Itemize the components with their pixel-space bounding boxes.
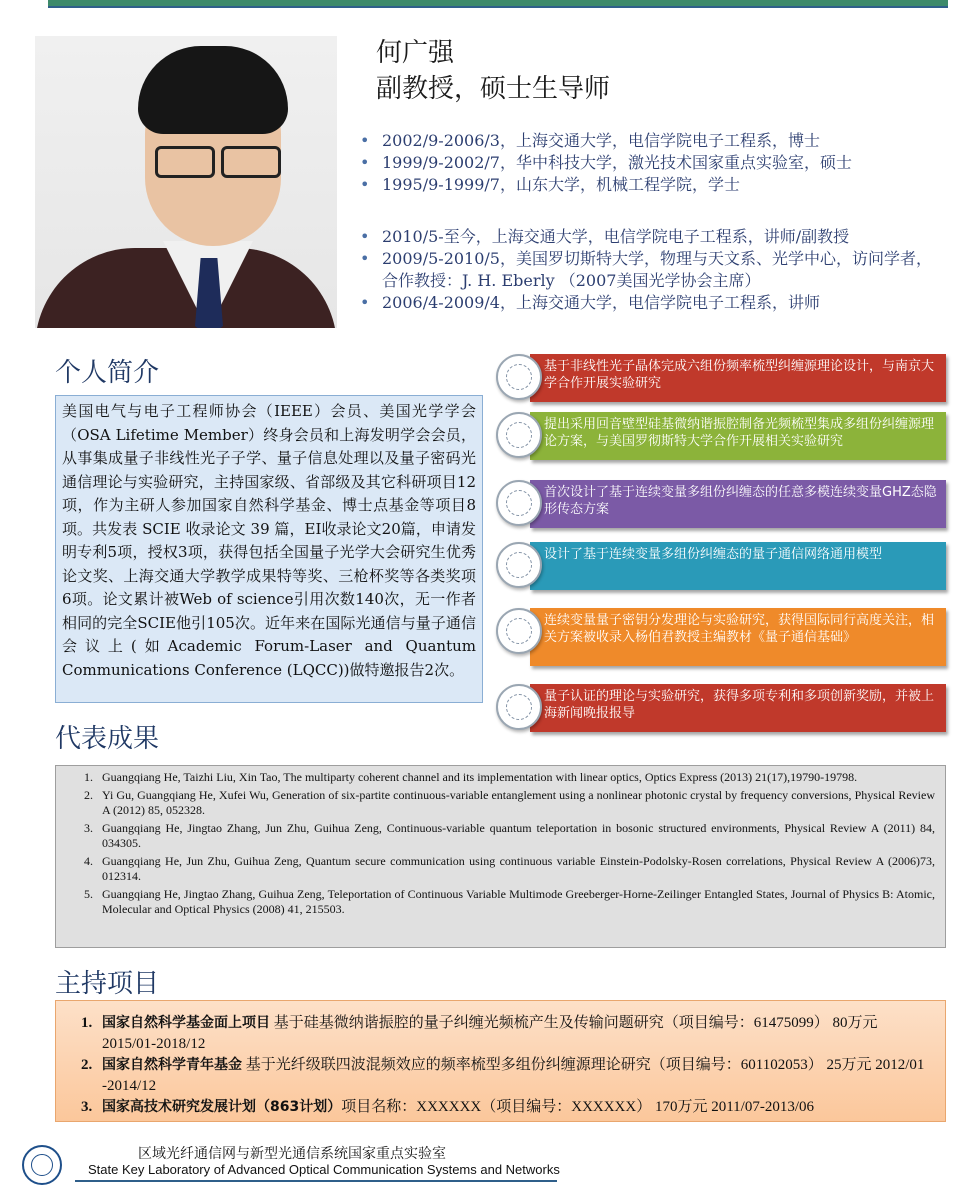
- project-item: [96, 1097, 931, 1118]
- person-name: 何广强: [376, 38, 455, 68]
- lab-name-chinese: 区域光纤通信网与新型光通信系统国家重点实验室: [138, 1146, 446, 1162]
- person-title: 副教授，硕士生导师: [376, 74, 611, 104]
- achievement-item: [490, 410, 946, 464]
- education-item: • 1995/9-1999/7，山东大学，机械工程学院，学士: [356, 174, 946, 196]
- achievement-item: [490, 478, 946, 532]
- project-detail: 基于光纤级联四波混频效应的频率梳型多组份纠缠源理论研究（项目编号：601102053） 25万元 2012/01 -2014/12: [102, 1057, 925, 1094]
- achievement-text: 首次设计了基于连续变量多组份纠缠态的任意多模连续变量GHZ态隐形传态方案: [530, 480, 946, 528]
- achievement-text: 量子认证的理论与实验研究，获得多项专利和多项创新奖励，并被上海新闻晚报报导: [530, 684, 946, 732]
- portrait-photo: [35, 36, 337, 328]
- authentication-icon: [496, 684, 542, 730]
- achievement-text: 基于非线性光子晶体完成六组份频率梳型纠缠源理论设计，与南京大学合作开展实验研究: [530, 354, 946, 402]
- key-distribution-icon: [496, 608, 542, 654]
- publication-item: 3. Guangqiang He, Jingtao Zhang, Jun Zhu, Guihua Zeng, Continuous-variable quantum teleportation in bosonic structured environments, Physical Review A (2011) 84, 034305.: [96, 821, 935, 851]
- university-seal-icon: [22, 1145, 62, 1185]
- project-name: 国家自然科学基金面上项目: [102, 1015, 270, 1031]
- publication-item: 2. Yi Gu, Guangqiang He, Xufei Wu, Generation of six-partite continuous-variable entanglement using a nonlinear photonic crystal by frequency conversions, Physical Review A (2012) 85, 052328.: [96, 788, 935, 818]
- top-border-line: [48, 6, 948, 8]
- achievement-item: [490, 606, 946, 670]
- achievement-text: 设计了基于连续变量多组份纠缠态的量子通信网络通用模型: [530, 542, 946, 590]
- publications-heading: 代表成果: [55, 724, 160, 754]
- education-list: [356, 130, 946, 196]
- achievement-item: [490, 352, 946, 406]
- work-item: • 2009/5-2010/5，美国罗切斯特大学，物理与天文系、光学中心，访问学者，合作教授：J. H. Eberly （2007美国光学协会主席）: [356, 248, 946, 292]
- work-history-list: [356, 226, 946, 314]
- project-detail: 基于硅基微纳谐振腔的量子纠缠光频梳产生及传输问题研究（项目编号：61475099） 80万元 2015/01-2018/12: [102, 1015, 878, 1052]
- project-detail: 项目名称：XXXXXX（项目编号：XXXXXX） 170万元 2011/07-2013/06: [341, 1099, 814, 1115]
- publication-item: 5. Guangqiang He, Jingtao Zhang, Guihua Zeng, Teleportation of Continuous Variable Multimode Greeberger-Horne-Zeilinger Entangled States, Journal of Physics B: Atomic, Molecular and Optical Physics (2008) 41, 215503.: [96, 887, 935, 917]
- achievement-text: 提出采用回音壁型硅基微纳谐振腔制备光频梳型集成多组份纠缠源理论方案，与美国罗彻斯特大学合作开展相关实验研究: [530, 412, 946, 460]
- publication-item: 1. Guangqiang He, Taizhi Liu, Xin Tao, The multiparty coherent channel and its implementation with linear optics, Optics Express (2013) 21(17),19790-19798.: [96, 770, 935, 785]
- project-name: 国家自然科学青年基金: [102, 1057, 242, 1073]
- project-item: [96, 1055, 931, 1097]
- education-item: • 2002/9-2006/3，上海交通大学，电信学院电子工程系，博士: [356, 130, 946, 152]
- network-model-icon: [496, 542, 542, 588]
- footer-underline: [75, 1180, 557, 1182]
- publications-box: [55, 765, 946, 948]
- lab-name-english: State Key Laboratory of Advanced Optical Communication Systems and Networks: [88, 1162, 560, 1177]
- work-item: • 2006/4-2009/4，上海交通大学，电信学院电子工程系，讲师: [356, 292, 946, 314]
- intro-text-box: 美国电气与电子工程师协会（IEEE）会员、美国光学学会（OSA Lifetime Member）终身会员和上海发明学会会员，从事集成量子非线性光子子学、量子信息处理以及量子密码光通信理论与实验研究，主持国家级、省部级及其它科研项目12项，作为主研人参加国家自然科学基金、博士点基金等项目8项。共发表 SCIE 收录论文 39 篇，EI收录论文20篇，申请发明专利5项，授权3项，获得包括全国量子光学大会研究生优秀论文奖、上海交通大学教学成果特等奖、三枪杯奖等各类奖项6项。论文累计被Web of science引用次数140次，无一作者相同的完全SCIE他引105次。近年来在国际光通信与量子通信会议上(如Academic Forum-Laser and Quantum Communications Conference (LQCC))做特邀报告2次。: [55, 395, 483, 703]
- publication-item: 4. Guangqiang He, Jun Zhu, Guihua Zeng, Quantum secure communication using continuous variable Einstein-Podolsky-Rosen correlations, Physical Review A (2006)73, 012314.: [96, 854, 935, 884]
- research-diagram-icon: [496, 354, 542, 400]
- project-item: [96, 1013, 931, 1055]
- intro-heading: 个人简介: [55, 358, 160, 388]
- work-item: • 2010/5-至今，上海交通大学，电信学院电子工程系，讲师/副教授: [356, 226, 946, 248]
- network-diagram-icon: [496, 480, 542, 526]
- achievement-item: [490, 540, 946, 594]
- microresonator-icon: [496, 412, 542, 458]
- project-name: 国家高技术研究发展计划（863计划）: [102, 1099, 342, 1115]
- education-item: • 1999/9-2002/7，华中科技大学，激光技术国家重点实验室，硕士: [356, 152, 946, 174]
- achievement-item: [490, 682, 946, 736]
- achievement-text: 连续变量量子密钥分发理论与实验研究，获得国际同行高度关注，相关方案被收录入杨伯君教授主编教材《量子通信基础》: [530, 608, 946, 666]
- projects-box: [55, 1000, 946, 1122]
- projects-heading: 主持项目: [55, 969, 160, 999]
